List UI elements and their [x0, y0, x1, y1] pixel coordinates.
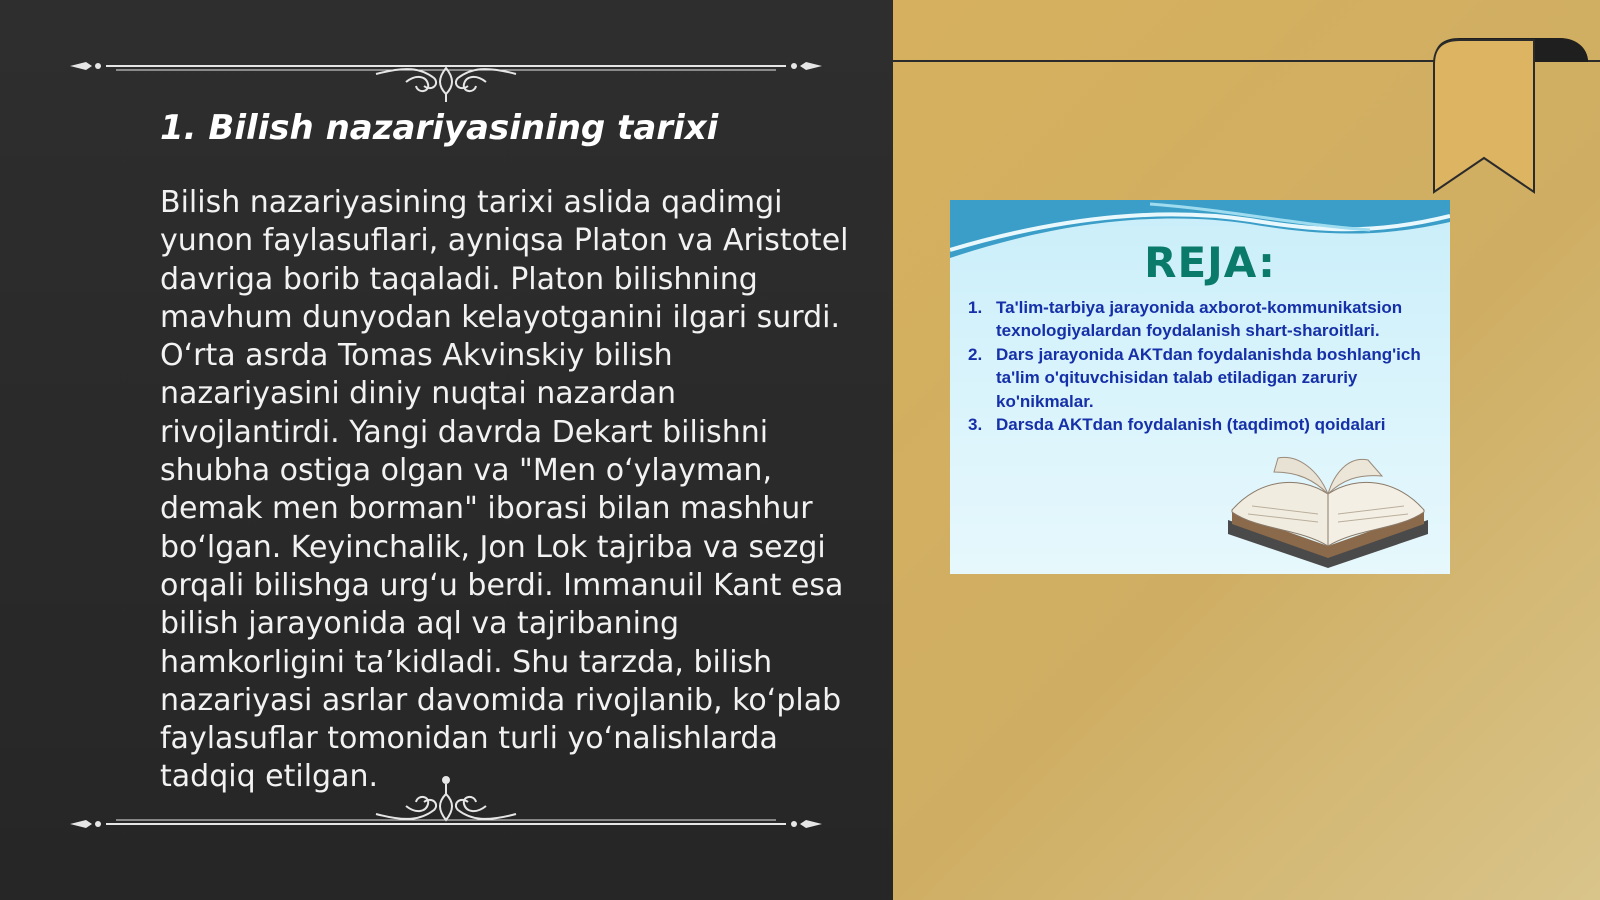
list-item: [968, 413, 1448, 436]
list-item-text: Dars jarayonida AKTdan foydalanishda boshlang'ich ta'lim o'qituvchisidan talab etiladigan zaruriy ko'nikmalar.: [996, 344, 1421, 411]
open-book-icon: [1218, 450, 1438, 570]
ornament-divider-top: [66, 42, 826, 102]
list-item-number: 1.: [968, 298, 983, 317]
list-item-text: Ta'lim-tarbiya jarayonida axborot-kommunikatsion texnologiyalardan foydalanish shart-sharoitlari.: [996, 298, 1403, 341]
list-item: [968, 296, 1448, 343]
bookmark-ribbon-icon: [1430, 34, 1590, 204]
slide-heading: 1. Bilish nazariyasining tarixi: [160, 108, 719, 148]
slide-body-text: Bilish nazariyasining tarixi aslida qadimgi yunon faylasuflari, ayniqsa Platon va Aristotel davriga borib taqaladi. Platon bilishning mavhum dunyodan kelayotganini ilgari surdi. O‘rta asrda Tomas Akvinskiy bilish nazariyasini diniy nuqtai nazardan rivojlantirdi. Yangi davrda Dekart bilishni shubha ostiga olgan va "Men o‘ylayman, demak men borman" iborasi bilan mashhur bo‘lgan. Keyinchalik, Jon Lok tajriba va sezgi orqali bilishga urg‘u berdi. Immanuil Kant esa bilish jarayonida aql va tajribaning hamkorligini ta’kidladi. Shu tarzda, bilish nazariyasi asrlar davomida rivojlanib, ko‘plab faylasuflar tomonidan turli yo‘nalishlarda tadqiq etilgan.: [160, 185, 849, 795]
list-item-number: 3.: [968, 415, 983, 435]
list-item-number: 2.: [968, 344, 983, 364]
list-item-text: Darsda AKTdan foydalanish (taqdimot) qoidalari: [996, 415, 1386, 435]
list-item: [968, 343, 1448, 413]
reja-plan-card: [950, 200, 1450, 574]
reja-title: REJA:: [1144, 238, 1276, 287]
reja-list: [968, 296, 1448, 436]
